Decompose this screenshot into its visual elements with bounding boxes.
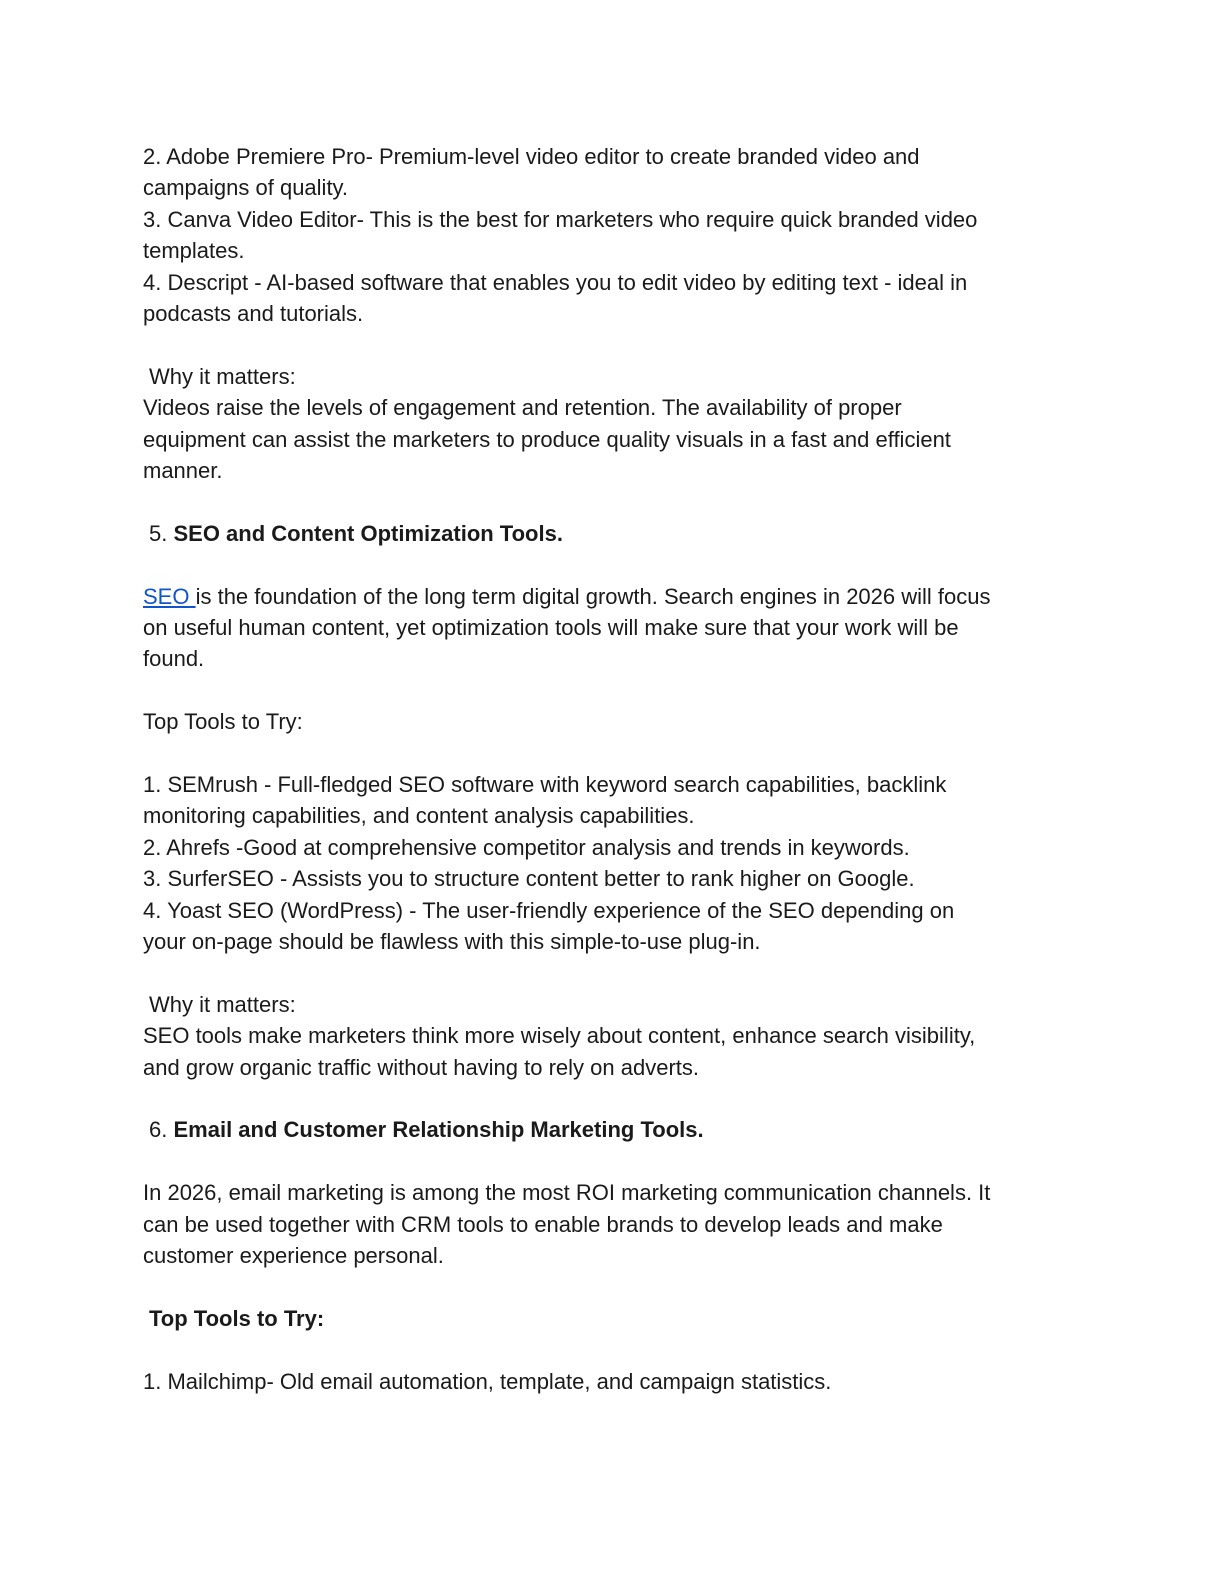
spacer bbox=[143, 675, 1083, 706]
video-tool-3-line-2: templates. bbox=[143, 238, 245, 264]
video-tool-2-line-2: campaigns of quality. bbox=[143, 175, 349, 201]
section-6-number: 6. bbox=[149, 1117, 168, 1143]
section-6-top-tools-label: Top Tools to Try: bbox=[149, 1305, 325, 1331]
spacer bbox=[143, 957, 1083, 988]
document-body bbox=[143, 141, 1083, 1397]
video-tool-3-line-1: 3. Canva Video Editor- This is the best for marketers who require quick branded video bbox=[143, 206, 978, 232]
section-5-title: SEO and Content Optimization Tools. bbox=[173, 520, 563, 546]
section-5-intro-line-3: found. bbox=[143, 646, 205, 672]
section-5-top-tools-label: Top Tools to Try: bbox=[143, 709, 303, 735]
video-tool-4-line-2: podcasts and tutorials. bbox=[143, 301, 364, 327]
seo-tool-line: monitoring capabilities, and content analysis capabilities. bbox=[143, 803, 695, 829]
spacer bbox=[143, 549, 1083, 580]
spacer bbox=[143, 1272, 1083, 1303]
seo-tool-line: your on-page should be flawless with this simple-to-use plug-in. bbox=[143, 929, 761, 955]
section-6-intro-line-2: can be used together with CRM tools to enable brands to develop leads and make bbox=[143, 1211, 943, 1237]
spacer bbox=[143, 1083, 1083, 1114]
video-tool-4-line-1: 4. Descript - AI-based software that enables you to edit video by editing text - ideal in bbox=[143, 269, 968, 295]
section-5-intro-line-2: on useful human content, yet optimization tools will make sure that your work will be bbox=[143, 615, 959, 641]
seo-why-heading: Why it matters: bbox=[149, 991, 296, 1017]
seo-tool-line: 2. Ahrefs -Good at comprehensive competitor analysis and trends in keywords. bbox=[143, 834, 910, 860]
section-5-heading bbox=[143, 518, 1083, 549]
seo-tool-line: 4. Yoast SEO (WordPress) - The user-friendly experience of the SEO depending on bbox=[143, 897, 955, 923]
spacer bbox=[143, 329, 1083, 360]
spacer bbox=[143, 738, 1083, 769]
section-6-title: Email and Customer Relationship Marketing Tools. bbox=[173, 1117, 704, 1143]
spacer bbox=[143, 486, 1083, 517]
email-tool-line: 1. Mailchimp- Old email automation, template, and campaign statistics. bbox=[143, 1368, 832, 1394]
video-why-line-2: equipment can assist the marketers to produce quality visuals in a fast and efficient bbox=[143, 426, 951, 452]
spacer bbox=[143, 1334, 1083, 1365]
video-why-line-1: Videos raise the levels of engagement and retention. The availability of proper bbox=[143, 395, 902, 421]
section-5-intro-line-1-text: is the foundation of the long term digital growth. Search engines in 2026 will focus bbox=[195, 583, 991, 609]
section-6-heading bbox=[143, 1114, 1083, 1145]
seo-tool-line: 1. SEMrush - Full-fledged SEO software with keyword search capabilities, backlink bbox=[143, 772, 947, 798]
section-6-intro-line-1: In 2026, email marketing is among the most ROI marketing communication channels. It bbox=[143, 1180, 991, 1206]
video-tool-2-line-1: 2. Adobe Premiere Pro- Premium-level video editor to create branded video and bbox=[143, 144, 920, 169]
seo-link[interactable]: SEO bbox=[143, 583, 196, 609]
seo-tool-line: 3. SurferSEO - Assists you to structure content better to rank higher on Google. bbox=[143, 866, 915, 892]
section-5-intro-line-1 bbox=[143, 581, 1083, 612]
spacer bbox=[143, 1146, 1083, 1177]
seo-why-line-2: and grow organic traffic without having to rely on adverts. bbox=[143, 1054, 700, 1080]
video-why-heading: Why it matters: bbox=[149, 363, 296, 389]
video-why-line-3: manner. bbox=[143, 458, 223, 484]
section-5-number: 5. bbox=[149, 520, 168, 546]
section-6-intro-line-3: customer experience personal. bbox=[143, 1243, 444, 1269]
seo-why-line-1: SEO tools make marketers think more wisely about content, enhance search visibility, bbox=[143, 1023, 976, 1049]
